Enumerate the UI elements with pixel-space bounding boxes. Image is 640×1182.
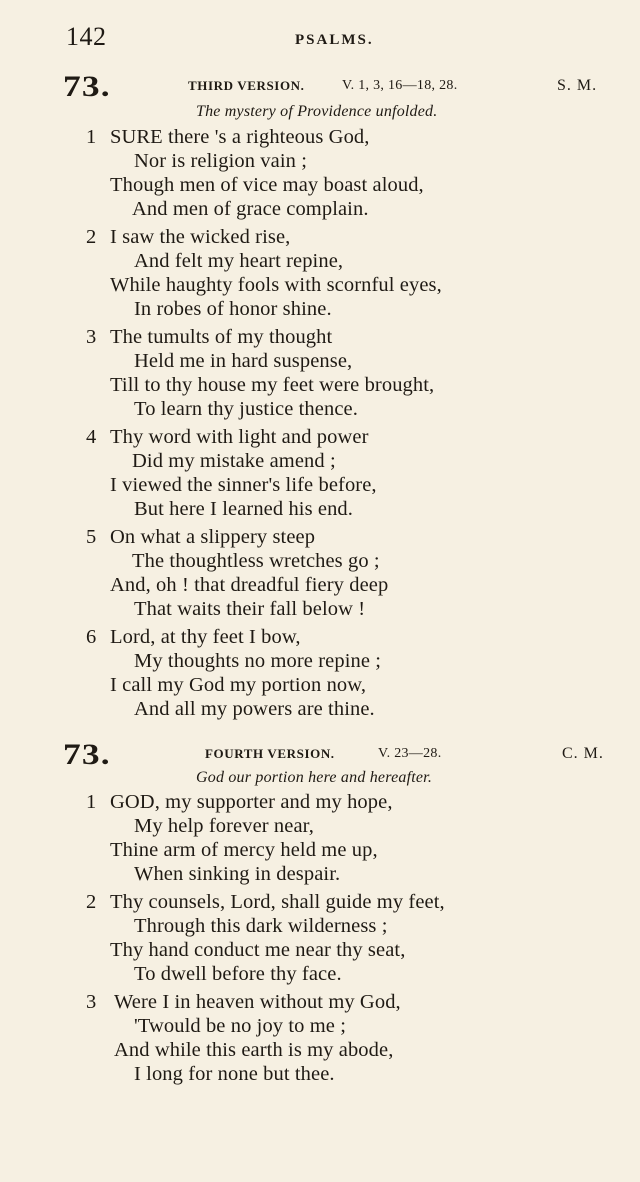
verse-line: I saw the wicked rise, [110,226,291,248]
hymn-header [0,70,640,104]
stanza-number: 5 [86,526,97,548]
verse-line: My help forever near, [134,815,315,837]
page-number: 142 [66,22,107,51]
verse-line: The thoughtless wretches go ; [132,550,380,572]
stanza-number: 3 [86,991,97,1013]
verse-line: On what a slippery steep [110,526,316,548]
verse-line: Thy counsels, Lord, shall guide my feet, [110,891,445,913]
verse-line: Lord, at thy feet I bow, [110,626,301,648]
verse-line: 'Twould be no joy to me ; [134,1015,347,1037]
verse-line: And, oh ! that dreadful fiery deep [110,574,389,596]
hymn-third-version [0,70,640,720]
running-title: PSALMS. [295,32,374,48]
verse-line: Were I in heaven without my God, [114,991,401,1013]
hymn-verses-ref: V. 23—28. [378,746,442,761]
verse-line: Thy hand conduct me near thy seat, [110,939,406,961]
hymn-subtitle: The mystery of Providence unfolded. [196,103,438,120]
hymn-number: 73. [63,738,111,771]
stanza-number: 1 [86,791,97,813]
verse-line: And felt my heart repine, [134,250,344,272]
verse-line: I call my God my portion now, [110,674,367,696]
verse-line: I long for none but thee. [134,1063,335,1085]
verse-line: When sinking in despair. [134,863,341,885]
hymn-subtitle: God our portion here and hereafter. [196,769,433,786]
stanza-number: 3 [86,326,97,348]
hymn-meter: S. M. [557,77,598,94]
verse-line: In robes of honor shine. [134,298,332,320]
hymn-fourth-version [0,738,640,1085]
verse-line: Nor is religion vain ; [134,150,308,172]
hymn-version: THIRD VERSION. [188,78,305,93]
hymn-version: FOURTH VERSION. [205,746,335,761]
verse-line: To learn thy justice thence. [134,398,358,420]
verse-line: GOD, my supporter and my hope, [110,791,393,813]
running-head [66,22,606,56]
verse-line: My thoughts no more repine ; [134,650,382,672]
stanza-number: 6 [86,626,97,648]
verse-line: Though men of vice may boast aloud, [110,174,424,196]
verse-line: Held me in hard suspense, [134,350,353,372]
verse-line: And all my powers are thine. [134,698,375,720]
verse-line: The tumults of my thought [110,326,333,348]
hymn-verses-ref: V. 1, 3, 16—18, 28. [342,78,458,93]
verse-line: And while this earth is my abode, [114,1039,394,1061]
verse-line: Through this dark wilderness ; [134,915,388,937]
hymn-header [0,738,640,772]
verse-line: Thine arm of mercy held me up, [110,839,378,861]
verse-line: To dwell before thy face. [134,963,342,985]
verse-line: SURE there 's a righteous God, [110,126,370,148]
verse-line: Did my mistake amend ; [132,450,336,472]
verse-line: That waits their fall below ! [134,598,366,620]
verse-line: And men of grace complain. [132,198,369,220]
stanza-number: 2 [86,891,97,913]
hymn-number: 73. [63,70,111,103]
verse-line: Till to thy house my feet were brought, [110,374,435,396]
hymn-meter: C. M. [562,745,604,762]
verse-line: While haughty fools with scornful eyes, [110,274,442,296]
stanza-number: 1 [86,126,97,148]
stanza-number: 4 [86,426,97,448]
stanza-number: 2 [86,226,97,248]
verse-line: I viewed the sinner's life before, [110,474,377,496]
verse-line: But here I learned his end. [134,498,354,520]
verse-line: Thy word with light and power [110,426,369,448]
